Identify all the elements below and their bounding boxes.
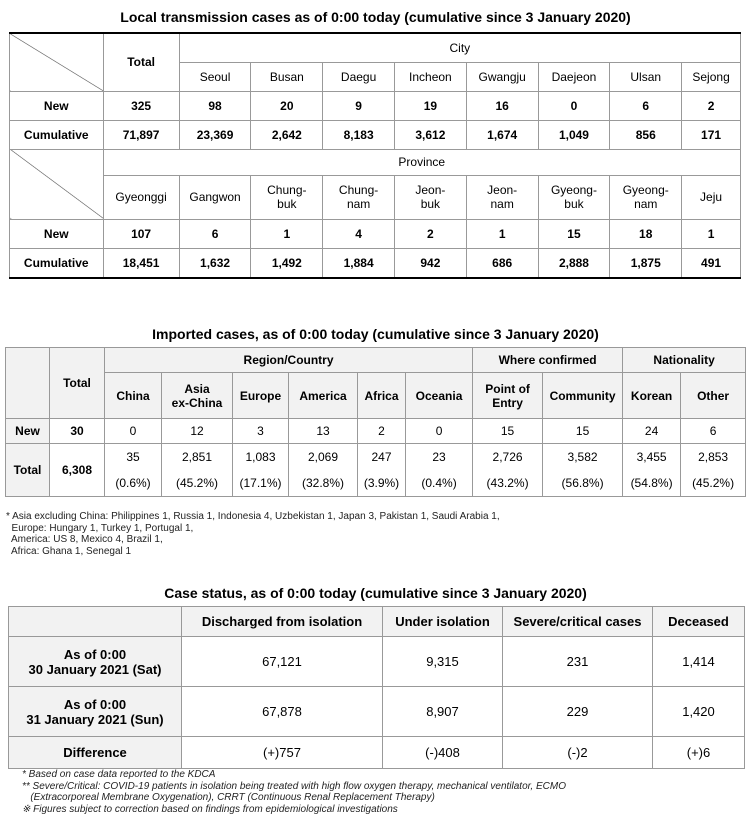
new-value: 15	[473, 419, 543, 444]
footnote-line: * Based on case data reported to the KDCA	[22, 769, 216, 780]
total-value: 2,726	[473, 444, 543, 471]
province-new-value: 1	[682, 219, 741, 248]
column-header-america: America	[289, 373, 358, 419]
city-new-value: 98	[179, 91, 251, 120]
row-label-new: New	[6, 419, 50, 444]
nationality-header: Nationality	[623, 348, 746, 373]
diagonal-header-cell	[10, 33, 104, 91]
status-header-deceased: Deceased	[653, 607, 745, 637]
footnotes	[22, 769, 566, 815]
city-cumulative-value: 1,674	[466, 120, 538, 149]
province-name-chung-nam: Chung- nam	[323, 175, 395, 219]
province-cumulative-value: 18,451	[103, 248, 179, 278]
column-header-oceania: Oceania	[406, 373, 473, 419]
city-name-seoul: Seoul	[179, 62, 251, 91]
province-name-gyeonggi: Gyeonggi	[103, 175, 179, 219]
new-value: 2	[358, 419, 406, 444]
note-line: Africa: Ghana 1, Senegal 1	[6, 545, 132, 557]
row-label-total: Total	[6, 444, 50, 497]
total-cumulative-value: 71,897	[103, 120, 179, 149]
column-header-community: Community	[543, 373, 623, 419]
case-status-table	[8, 606, 745, 769]
imported-notes	[6, 511, 500, 557]
city-header: City	[179, 33, 740, 62]
total-value: 35	[105, 444, 162, 471]
province-name-jeju: Jeju	[682, 175, 741, 219]
province-cumulative-value: 1,884	[323, 248, 395, 278]
percent-value: (56.8%)	[543, 471, 623, 497]
total-value: 247	[358, 444, 406, 471]
column-header-china: China	[105, 373, 162, 419]
city-cumulative-value: 8,183	[323, 120, 395, 149]
difference-value: (+)757	[182, 737, 383, 769]
row-label-new: New	[10, 219, 104, 248]
percent-value: (32.8%)	[289, 471, 358, 497]
province-new-value: 2	[395, 219, 467, 248]
column-header-point-of-entry: Point of Entry	[473, 373, 543, 419]
new-value: 3	[233, 419, 289, 444]
column-header-other: Other	[681, 373, 746, 419]
local-transmission-table	[9, 32, 741, 279]
row-label-cumulative: Cumulative	[10, 120, 104, 149]
province-cumulative-value: 2,888	[538, 248, 610, 278]
percent-value: (43.2%)	[473, 471, 543, 497]
status-value: 9,315	[383, 637, 503, 687]
total-header: Total	[50, 348, 105, 419]
footnote-line: ※ Figures subject to correction based on findings from epidemiological investigations	[22, 803, 398, 815]
total-value: 3,582	[543, 444, 623, 471]
city-new-value: 2	[682, 91, 741, 120]
difference-value: (-)408	[383, 737, 503, 769]
city-cumulative-value: 1,049	[538, 120, 610, 149]
status-value: 229	[503, 687, 653, 737]
region-country-header: Region/Country	[105, 348, 473, 373]
total-value: 3,455	[623, 444, 681, 471]
status-value: 231	[503, 637, 653, 687]
province-cumulative-value: 491	[682, 248, 741, 278]
province-name-jeon-buk: Jeon- buk	[395, 175, 467, 219]
row-label-new: New	[10, 91, 104, 120]
total-total-value: 6,308	[50, 444, 105, 497]
province-name-gyeong-nam: Gyeong- nam	[610, 175, 682, 219]
new-value: 6	[681, 419, 746, 444]
city-new-value: 6	[610, 91, 682, 120]
province-new-value: 15	[538, 219, 610, 248]
total-value: 2,851	[162, 444, 233, 471]
province-name-jeon-nam: Jeon- nam	[466, 175, 538, 219]
city-name-ulsan: Ulsan	[610, 62, 682, 91]
city-cumulative-value: 171	[682, 120, 741, 149]
column-header-africa: Africa	[358, 373, 406, 419]
total-new-value: 325	[103, 91, 179, 120]
footnote-line: ** Severe/Critical: COVID-19 patients in isolation being treated with high flow oxygen therapy, mechanical ventilator, ECMO	[22, 780, 566, 792]
percent-value: (3.9%)	[358, 471, 406, 497]
status-value: 8,907	[383, 687, 503, 737]
province-new-value: 18	[610, 219, 682, 248]
corner-cell	[6, 348, 50, 419]
note-line: America: US 8, Mexico 4, Brazil 1,	[6, 534, 163, 545]
province-cumulative-value: 1,875	[610, 248, 682, 278]
percent-value: (45.2%)	[162, 471, 233, 497]
total-value: 1,083	[233, 444, 289, 471]
percent-value: (54.8%)	[623, 471, 681, 497]
footnote-line: (Extracorporeal Membrane Oxygenation), CRRT (Continuous Renal Replacement Therapy)	[22, 792, 435, 803]
note-line: Europe: Hungary 1, Turkey 1, Portugal 1,	[6, 522, 194, 534]
new-value: 24	[623, 419, 681, 444]
status-value: 1,414	[653, 637, 745, 687]
total-value: 2,069	[289, 444, 358, 471]
row-label-cumulative: Cumulative	[10, 248, 104, 278]
diagonal-header-cell	[10, 149, 104, 219]
percent-value: (0.6%)	[105, 471, 162, 497]
status-header-discharged-from-isolation: Discharged from isolation	[182, 607, 383, 637]
city-name-daejeon: Daejeon	[538, 62, 610, 91]
new-value: 12	[162, 419, 233, 444]
city-new-value: 20	[251, 91, 323, 120]
province-new-value: 4	[323, 219, 395, 248]
city-new-value: 9	[323, 91, 395, 120]
province-cumulative-value: 1,632	[179, 248, 251, 278]
province-cumulative-value: 1,492	[251, 248, 323, 278]
total-value: 2,853	[681, 444, 746, 471]
difference-value: (-)2	[503, 737, 653, 769]
row-label-sat: As of 0:00 30 January 2021 (Sat)	[9, 637, 182, 687]
province-cumulative-value: 942	[395, 248, 467, 278]
province-new-value: 1	[251, 219, 323, 248]
province-new-value: 6	[179, 219, 251, 248]
percent-value: (0.4%)	[406, 471, 473, 497]
total-value: 23	[406, 444, 473, 471]
city-new-value: 19	[395, 91, 467, 120]
corner-cell	[9, 607, 182, 637]
city-new-value: 0	[538, 91, 610, 120]
province-new-value: 1	[466, 219, 538, 248]
percent-value: (45.2%)	[681, 471, 746, 497]
new-value: 0	[105, 419, 162, 444]
imported-cases-table	[5, 347, 746, 497]
status-table-title: Case status, as of 0:00 today (cumulative since 3 January 2020)	[164, 585, 587, 601]
row-label-sun: As of 0:00 31 January 2021 (Sun)	[9, 687, 182, 737]
column-header-europe: Europe	[233, 373, 289, 419]
city-name-incheon: Incheon	[395, 62, 467, 91]
new-value: 15	[543, 419, 623, 444]
city-cumulative-value: 2,642	[251, 120, 323, 149]
status-header-under-isolation: Under isolation	[383, 607, 503, 637]
new-value: 13	[289, 419, 358, 444]
city-cumulative-value: 23,369	[179, 120, 251, 149]
column-header-asia-ex-china: Asia ex-China	[162, 373, 233, 419]
note-line: * Asia excluding China: Philippines 1, Russia 1, Indonesia 4, Uzbekistan 1, Japan 3, Pakistan 1, Saudi Arabia 1,	[6, 511, 500, 522]
province-header: Province	[103, 149, 740, 175]
total-new-value: 30	[50, 419, 105, 444]
province-cumulative-value: 686	[466, 248, 538, 278]
total-header: Total	[103, 33, 179, 91]
city-cumulative-value: 3,612	[395, 120, 467, 149]
status-value: 67,121	[182, 637, 383, 687]
city-name-busan: Busan	[251, 62, 323, 91]
status-header-severe-critical-cases: Severe/critical cases	[503, 607, 653, 637]
status-value: 67,878	[182, 687, 383, 737]
province-name-chung-buk: Chung- buk	[251, 175, 323, 219]
difference-value: (+)6	[653, 737, 745, 769]
imported-table-title: Imported cases, as of 0:00 today (cumulative since 3 January 2020)	[152, 326, 599, 342]
row-label-difference: Difference	[9, 737, 182, 769]
city-name-daegu: Daegu	[323, 62, 395, 91]
local-table-title: Local transmission cases as of 0:00 today (cumulative since 3 January 2020)	[120, 9, 631, 25]
percent-value: (17.1%)	[233, 471, 289, 497]
province-new-value: 107	[103, 219, 179, 248]
city-name-gwangju: Gwangju	[466, 62, 538, 91]
city-new-value: 16	[466, 91, 538, 120]
city-name-sejong: Sejong	[682, 62, 741, 91]
city-cumulative-value: 856	[610, 120, 682, 149]
province-name-gyeong-buk: Gyeong- buk	[538, 175, 610, 219]
new-value: 0	[406, 419, 473, 444]
status-value: 1,420	[653, 687, 745, 737]
where-confirmed-header: Where confirmed	[473, 348, 623, 373]
province-name-gangwon: Gangwon	[179, 175, 251, 219]
column-header-korean: Korean	[623, 373, 681, 419]
